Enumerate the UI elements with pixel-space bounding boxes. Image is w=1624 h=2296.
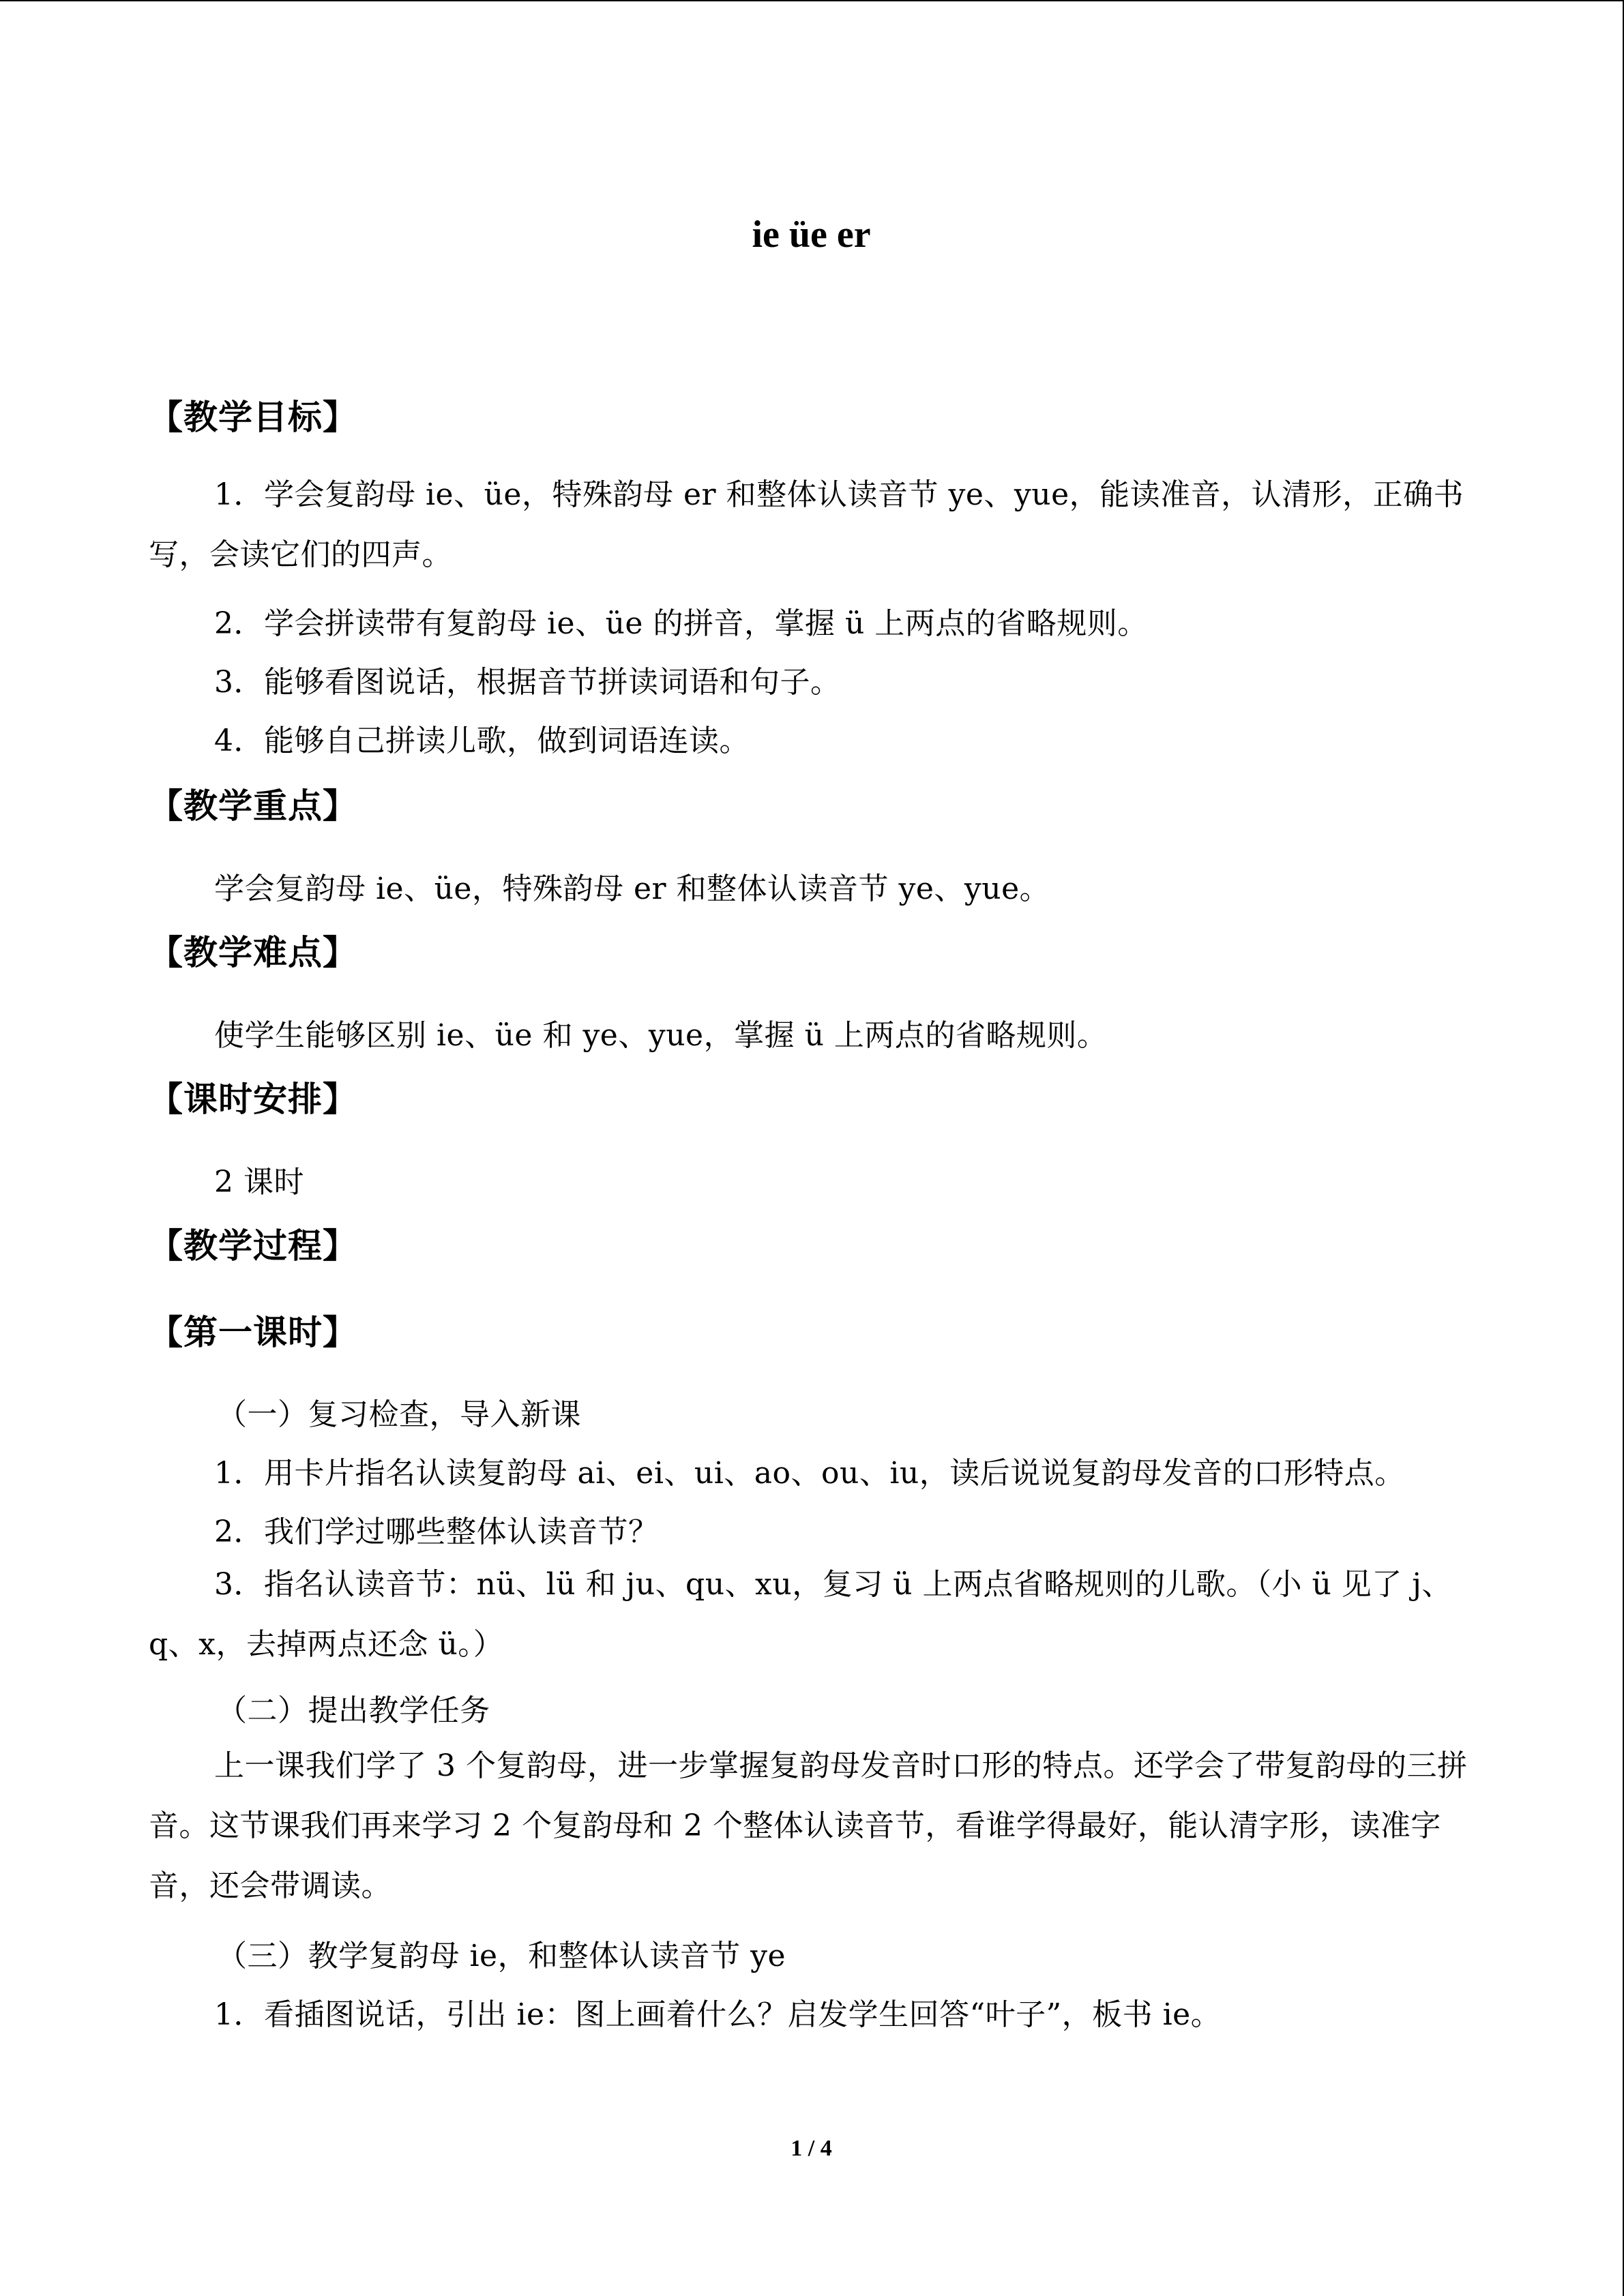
- heading-schedule: 【课时安排】: [149, 1079, 357, 1119]
- step-1-item-1: 1．用卡片指名认读复韵母 ai、ei、ui、ao、ou、iu，读后说说复韵母发音的口形特点。: [214, 1456, 1405, 1491]
- step-1-item-2: 2．我们学过哪些整体认读音节？: [214, 1515, 659, 1549]
- difficult-points-text: 使学生能够区别 ie、üe 和 ye、yue，掌握 ü 上两点的省略规则。: [214, 1018, 1108, 1053]
- heading-lesson-one: 【第一课时】: [149, 1313, 357, 1352]
- step-2-text: 上一课我们学了 3 个复韵母，进一步掌握复韵母发音时口形的特点。还学会了带复韵母的三拼音。这节课我们再来学习 2 个复韵母和 2 个整体认读音节，看谁学得最好，能认清字形，读准字音，还会带调读。: [149, 1748, 1468, 1903]
- goal-item-2: 2．学会拼读带有复韵母 ie、üe 的拼音，掌握 ü 上两点的省略规则。: [214, 606, 1148, 641]
- step-3-item-1: 1．看插图说话，引出 ie：图上画着什么？启发学生回答“叶子”，板书 ie。: [214, 1997, 1222, 2032]
- page-number: 1 / 4: [791, 2136, 832, 2161]
- heading-difficult-points: 【教学难点】: [149, 933, 357, 972]
- schedule-text: 2 课时: [214, 1165, 304, 1199]
- key-points-text: 学会复韵母 ie、üe，特殊韵母 er 和整体认读音节 ye、yue。: [214, 871, 1050, 906]
- step-3-title: （三）教学复韵母 ie，和整体认读音节 ye: [217, 1939, 786, 1973]
- heading-teaching-goals: 【教学目标】: [149, 398, 357, 437]
- goal-item-3: 3．能够看图说话，根据音节拼读词语和句子。: [214, 665, 841, 700]
- step-1-title: （一）复习检查，导入新课: [217, 1397, 581, 1432]
- goal-item-4: 4．能够自己拼读儿歌，做到词语连读。: [214, 724, 750, 758]
- step-1-item-3: 3．指名认读音节：nü、lü 和 ju、qu、xu，复习 ü 上两点省略规则的儿歌。（小 ü 见了 j、q、x，去掉两点还念 ü。）: [149, 1567, 1452, 1662]
- heading-process: 【教学过程】: [149, 1226, 357, 1266]
- heading-key-points: 【教学重点】: [149, 786, 357, 826]
- document-title: ie üe er: [752, 213, 871, 256]
- goal-item-1: 1．学会复韵母 ie、üe，特殊韵母 er 和整体认读音节 ye、yue，能读准音，认清形，正确书写，会读它们的四声。: [149, 477, 1464, 572]
- step-2-title: （二）提出教学任务: [217, 1693, 490, 1728]
